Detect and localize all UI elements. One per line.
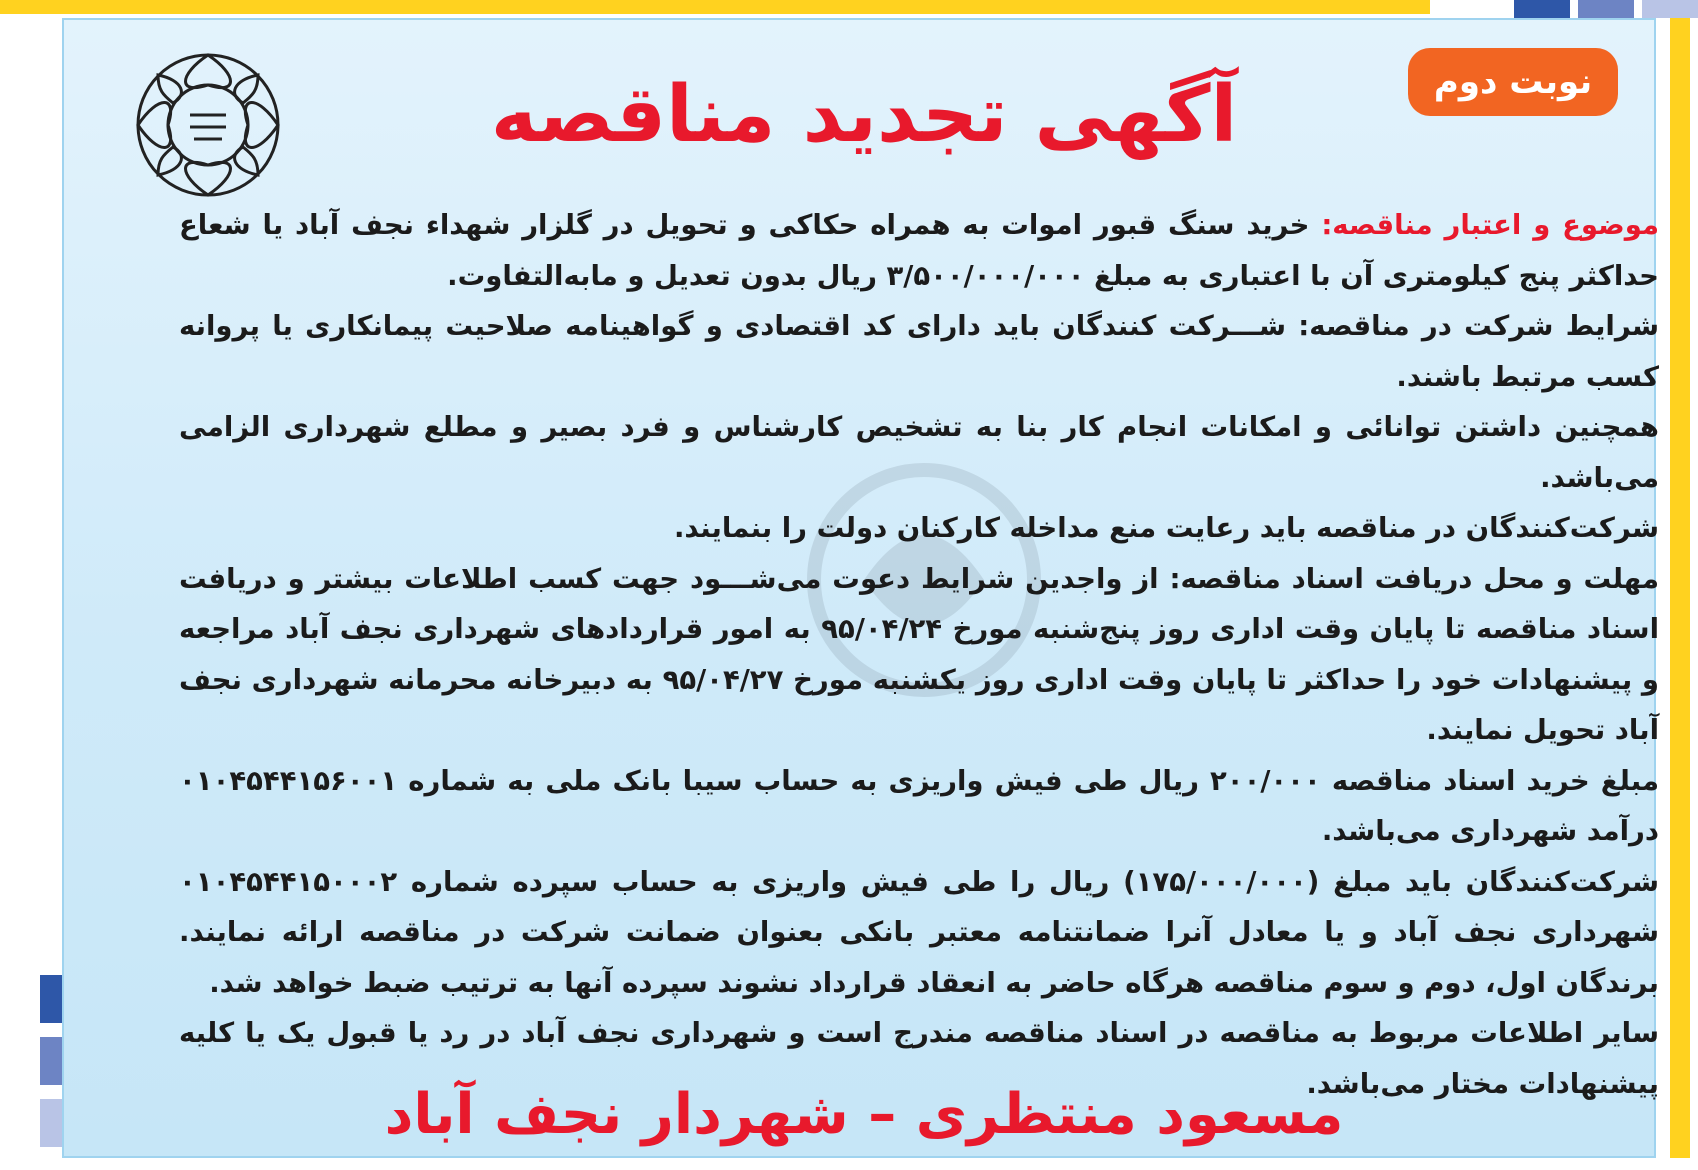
subject-body: خرید سنگ قبور اموات به همراه حکاکی و تحویل در گلزار شهداء نجف آباد یا شعاع حداکثر پنج کیلومتری آن با اعتباری به مبلغ ۳/۵۰۰/۰۰۰/۰۰۰ ریال بدون تعدیل و مابه‌التفاوت. (179, 209, 1659, 292)
other-paragraph: سایر اطلاعات مربوط به مناقصه در اسناد مناقصه مندرج است و شهرداری نجف آباد در رد یا قبول یک یا کلیه پیشنهادات مختار می‌باشد. (179, 1017, 1659, 1100)
rule-paragraph: شرکت‌کنندگان در مناقصه باید رعایت منع مداخله کارکنان دولت را بنمایند. (673, 512, 1659, 544)
left-block-dark (40, 975, 62, 1023)
right-yellow-bar (1670, 18, 1690, 1158)
page-title: آگهی تجدید مناقصه (490, 70, 1238, 160)
corner-block-mid (1578, 0, 1634, 18)
left-block-mid (40, 1037, 62, 1085)
subject-lead: موضوع و اعتبار مناقصه: (1321, 209, 1659, 241)
corner-color-blocks (1458, 0, 1698, 18)
conditions-paragraph: شرایط شرکت در مناقصه: شـــرکت کنندگان باید دارای کد اقتصادی و گواهینامه صلاحیت پیمانکاری یا پروانه کسب مرتبط باشند. (179, 310, 1659, 393)
capability-paragraph: همچنین داشتن توانائی و امکانات انجام کار بنا به تشخیص کارشناس و فرد بصیر و مطلع شهرداری الزامی می‌باشد. (179, 411, 1659, 494)
top-yellow-strip (0, 0, 1430, 14)
notice-body (179, 200, 1659, 1109)
fee-paragraph: مبلغ خرید اسناد مناقصه ۲۰۰/۰۰۰ ریال طی فیش واریزی به حساب سیبا بانک ملی به شماره ۰۱۰۴۵۴۴۱۵۶۰۰۱ درآمد شهرداری می‌باشد. (179, 764, 1659, 847)
left-block-light (40, 1099, 62, 1147)
deadline-paragraph: مهلت و محل دریافت اسناد مناقصه: از واجدین شرایط دعوت می‌شـــود جهت کسب اطلاعات بیشتر و دریافت اسناد مناقصه تا پایان وقت اداری روز پنج‌شنبه مورخ ۹۵/۰۴/۲۴ به امور قراردادهای شهرداری نجف آباد مراجعه و پیشنهادات خود را حداکثر تا پایان وقت اداری روز یکشنبه مورخ ۹۵/۰۴/۲۷ به دبیرخانه محرمانه شهرداری نجف آباد تحویل نمایند. (179, 562, 1660, 746)
left-color-blocks (40, 975, 62, 1161)
mayor-signature: مسعود منتظری – شهردار نجف آباد (384, 1082, 1344, 1147)
corner-block-dark (1514, 0, 1570, 18)
subject-paragraph (179, 200, 1659, 301)
guarantee-paragraph: شرکت‌کنندگان باید مبلغ (۱۷۵/۰۰۰/۰۰۰) ریال را طی فیش واریزی به حساب سپرده شماره ۰۱۰۴۵۴۴۱۵۰۰۰۲ شهرداری نجف آباد و یا معادل آنرا ضمانتنامه معتبر بانکی بعنوان ضمانت شرکت در مناقصه ارائه نمایند. برندگان اول، دوم و سوم مناقصه هرگاه حاضر به انعقاد قرارداد نشوند سپرده آنها به ترتیب ضبط خواهد شد. (179, 865, 1659, 999)
second-round-badge: نوبت دوم (1408, 48, 1618, 116)
municipality-seal-logo (128, 45, 288, 205)
corner-block-light (1642, 0, 1698, 18)
notice-panel (62, 18, 1660, 1158)
